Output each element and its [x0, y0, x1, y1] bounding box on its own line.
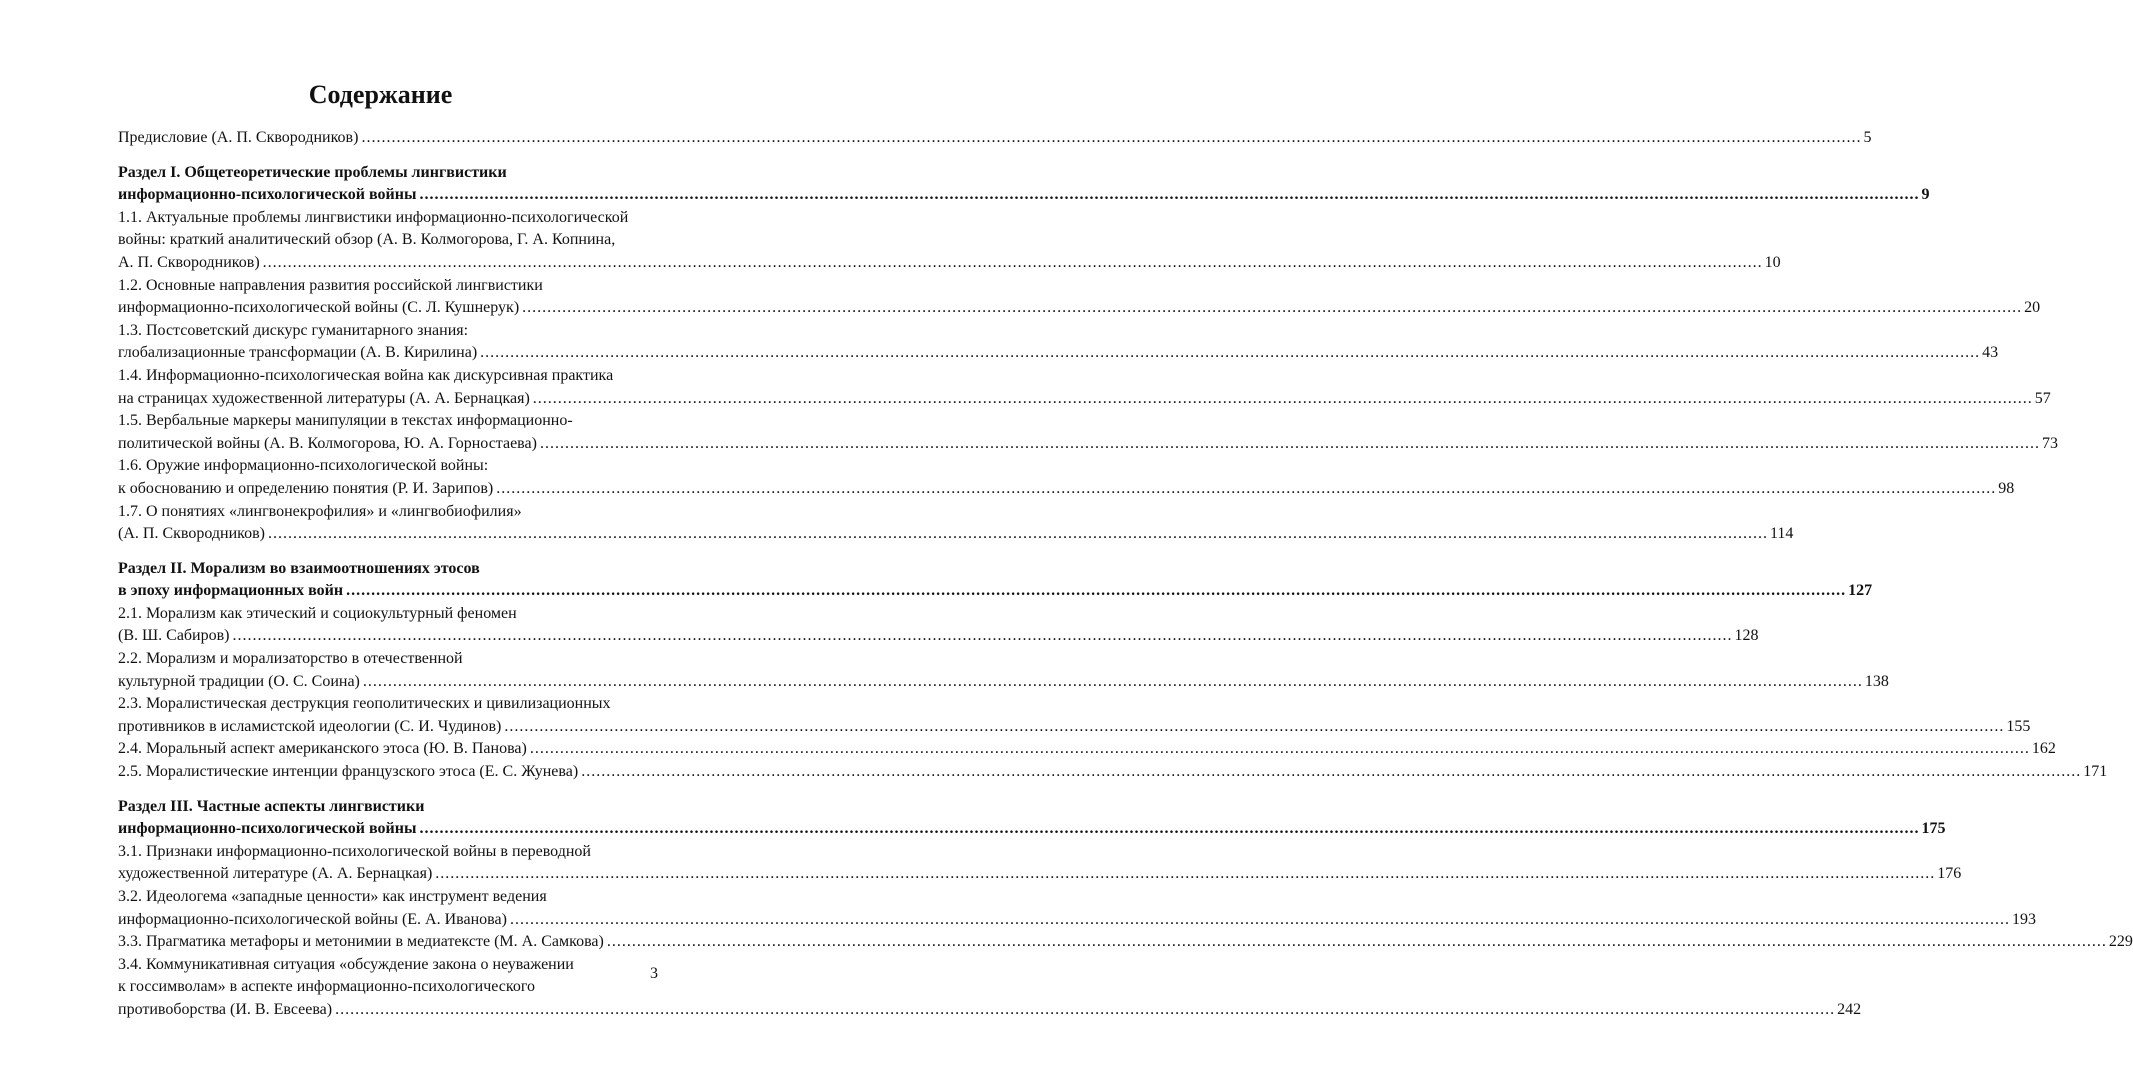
toc-entry-text: 2.2. Морализм и морализаторство в отечественной — [118, 650, 463, 668]
toc-entry-line — [118, 523, 1794, 546]
toc-section-entry[interactable] — [118, 162, 1930, 207]
toc-page-number: 114 — [1769, 525, 1794, 543]
toc-entry-line — [118, 625, 1759, 648]
dot-leader: ............................................................................................................................................................................................................................................................................................................ — [335, 1000, 1836, 1018]
toc-entry-line — [118, 796, 660, 819]
dot-leader: ............................................................................................................................................................................................................................................................................................................ — [267, 525, 1768, 543]
toc-entry-line — [118, 162, 660, 185]
toc-entry[interactable] — [118, 841, 1962, 886]
toc-entry-text: Раздел III. Частные аспекты лингвистики — [118, 797, 425, 815]
toc-page-number: 98 — [1998, 479, 2015, 497]
toc-page-number: 176 — [1937, 865, 1962, 883]
toc-entry-line — [118, 558, 660, 581]
toc-entry-text: информационно-психологической войны — [118, 820, 417, 838]
toc-page-number: 171 — [2083, 763, 2108, 781]
toc-page-number: 20 — [2024, 299, 2041, 317]
toc-entry-text: (А. П. Сквородников) — [118, 525, 265, 543]
toc-entry-line — [118, 410, 660, 433]
toc-entry-text: противоборства (И. В. Евсеева) — [118, 1000, 333, 1018]
toc-entry-text: 2.4. Моральный аспект американского этоса (Ю. В. Панова) — [118, 740, 527, 758]
toc-entry-line — [118, 909, 2036, 932]
toc-entry-text: художественной литературе (А. А. Бернацкая) — [118, 865, 433, 883]
dot-leader: ............................................................................................................................................................................................................................................................................................................ — [480, 344, 1981, 362]
toc-entry-text: 3.2. Идеологема «западные ценности» как инструмент ведения — [118, 888, 547, 905]
toc-entry-text: к обоснованию и определению понятия (Р. И. Зарипов) — [118, 479, 494, 497]
toc-entry-line — [118, 320, 660, 343]
toc-entry-line — [118, 275, 660, 298]
toc-entry-text: в эпоху информационных войн — [118, 582, 344, 600]
dot-leader: ............................................................................................................................................................................................................................................................................................................ — [361, 129, 1862, 146]
toc-entry[interactable] — [118, 275, 2041, 320]
toc-page-number: 229 — [2108, 933, 2133, 951]
toc-entry[interactable] — [118, 455, 2015, 500]
toc-page-number: 43 — [1982, 344, 1999, 362]
dot-leader: ............................................................................................................................................................................................................................................................................................................ — [496, 479, 1997, 497]
toc-entry-line — [118, 184, 1930, 207]
toc-entry-line — [118, 580, 1873, 603]
dot-leader: ............................................................................................................................................................................................................................................................................................................ — [581, 763, 2082, 781]
toc-section-entry[interactable] — [118, 558, 1873, 603]
toc-entry-line — [118, 841, 660, 864]
toc-entry-text: к госсимволам» в аспекте информационно-психологического — [118, 978, 535, 996]
dot-leader: ............................................................................................................................................................................................................................................................................................................ — [606, 933, 2107, 951]
toc-entry-text: 1.4. Информационно-психологическая война как дискурсивная практика — [118, 366, 614, 384]
toc-entry-line — [118, 478, 2015, 501]
toc-entry-text: (В. Ш. Сабиров) — [118, 627, 230, 645]
dot-leader: ............................................................................................................................................................................................................................................................................................................ — [529, 740, 2030, 758]
toc-entry[interactable] — [118, 886, 2036, 931]
toc-entry-text: на страницах художественной литературы (А. А. Бернацкая) — [118, 389, 530, 407]
toc-entry[interactable] — [118, 207, 1781, 275]
toc-page-number: 193 — [2011, 910, 2036, 928]
toc-entry-line — [118, 229, 660, 252]
toc-page-number: 138 — [1864, 672, 1889, 690]
toc-entry-text: информационно-психологической войны (Е. А. Иванова) — [118, 910, 507, 928]
toc-entry-line — [118, 886, 660, 909]
toc-entry-text: противников в исламистской идеологии (С. И. Чудинов) — [118, 717, 502, 735]
toc-entry-text: Раздел I. Общетеоретические проблемы лингвистики — [118, 163, 507, 181]
toc-entry-line — [118, 342, 1999, 365]
toc-entry[interactable] — [118, 603, 1759, 648]
toc-entry-line — [118, 365, 660, 388]
toc-entry-text: 1.7. О понятиях «лингвонекрофилия» и «лингвобиофилия» — [118, 502, 522, 520]
toc-entry-line — [118, 388, 2051, 411]
dot-leader: ............................................................................................................................................................................................................................................................................................................ — [509, 910, 2010, 928]
dot-leader: ............................................................................................................................................................................................................................................................................................................ — [346, 582, 1847, 600]
toc-entry-text: культурной традиции (О. С. Соина) — [118, 672, 360, 690]
dot-leader: ............................................................................................................................................................................................................................................................................................................ — [522, 299, 2023, 317]
toc-entry-text: глобализационные трансформации (А. В. Кирилина) — [118, 344, 478, 362]
toc-entry[interactable] — [118, 931, 2133, 954]
toc-entry-line — [118, 693, 660, 716]
toc-page-number: 175 — [1921, 820, 1946, 838]
page-title: Содержание — [308, 80, 453, 109]
toc-entry-line — [118, 603, 660, 626]
toc-entry[interactable] — [118, 738, 2056, 761]
toc-entry-line — [118, 761, 2108, 784]
toc-entry-line — [118, 648, 660, 671]
table-of-contents — [118, 127, 2133, 1022]
dot-leader: ............................................................................................................................................................................................................................................................................................................ — [539, 434, 2040, 452]
toc-entry-text: информационно-психологической войны — [118, 186, 417, 204]
toc-entry[interactable] — [118, 954, 1862, 1022]
toc-entry-line — [118, 501, 660, 524]
dot-leader: ............................................................................................................................................................................................................................................................................................................ — [532, 389, 2033, 407]
toc-entry-text: 3.3. Прагматика метафоры и метонимии в медиатексте (М. А. Самкова) — [118, 933, 604, 951]
toc-entry-text: 3.4. Коммуникативная ситуация «обсуждение закона о неуважении — [118, 955, 574, 973]
toc-entry[interactable] — [118, 501, 1794, 546]
toc-entry[interactable] — [118, 648, 1889, 693]
toc-page-number: 57 — [2034, 389, 2051, 407]
toc-page-number: 127 — [1848, 582, 1873, 600]
toc-entry-line — [118, 999, 1862, 1022]
toc-entry[interactable] — [118, 365, 2051, 410]
toc-entry-line — [118, 297, 2041, 320]
toc-page-number: 155 — [2006, 717, 2031, 735]
dot-leader: ............................................................................................................................................................................................................................................................................................................ — [419, 820, 1920, 838]
toc-page-number: 10 — [1764, 253, 1781, 271]
toc-entry-text: 3.1. Признаки информационно-психологической войны в переводной — [118, 842, 591, 860]
dot-leader: ............................................................................................................................................................................................................................................................................................................ — [419, 186, 1920, 204]
toc-entry-text: Раздел II. Морализм во взаимоотношениях этосов — [118, 559, 480, 577]
toc-entry-text: 2.3. Моралистическая деструкция геополитических и цивилизационных — [118, 695, 611, 713]
toc-page-number: 128 — [1734, 627, 1759, 645]
toc-entry-line — [118, 671, 1889, 694]
toc-entry-line — [118, 931, 2133, 954]
toc-entry[interactable] — [118, 410, 2058, 455]
toc-entry-line — [118, 433, 2058, 456]
toc-entry-line — [118, 738, 2056, 761]
toc-entry-line — [118, 127, 1872, 150]
toc-entry[interactable] — [118, 320, 1999, 365]
toc-entry-text: Предисловие (А. П. Сквородников) — [118, 129, 359, 146]
toc-entry-text: 2.1. Морализм как этический и социокультурный феномен — [118, 604, 517, 622]
toc-entry-text: политической войны (А. В. Колмогорова, Ю. А. Горностаева) — [118, 434, 537, 452]
toc-entry-text: 2.5. Моралистические интенции французского этоса (Е. С. Жунева) — [118, 763, 579, 781]
toc-entry[interactable] — [118, 127, 1872, 150]
toc-entry-line — [118, 455, 660, 478]
toc-entry[interactable] — [118, 761, 2108, 784]
dot-leader: ............................................................................................................................................................................................................................................................................................................ — [504, 717, 2005, 735]
toc-page-number: 9 — [1921, 186, 1930, 204]
toc-entry-text: 1.1. Актуальные проблемы лингвистики информационно-психологической — [118, 208, 629, 226]
toc-page-number: 73 — [2041, 434, 2058, 452]
dot-leader: ............................................................................................................................................................................................................................................................................................................ — [435, 865, 1936, 883]
toc-entry-text: войны: краткий аналитический обзор (А. В. Колмогорова, Г. А. Копнина, — [118, 231, 616, 249]
dot-leader: ............................................................................................................................................................................................................................................................................................................ — [262, 253, 1763, 271]
toc-entry-text: информационно-психологической войны (С. Л. Кушнерук) — [118, 299, 520, 317]
toc-entry-line — [118, 207, 660, 230]
toc-entry-line — [118, 863, 1962, 886]
toc-entry[interactable] — [118, 693, 2031, 738]
toc-entry-text: 1.6. Оружие информационно-психологической войны: — [118, 457, 489, 475]
toc-page-number: 242 — [1837, 1000, 1862, 1018]
toc-section-entry[interactable] — [118, 796, 1946, 841]
toc-page-number: 162 — [2031, 740, 2056, 758]
toc-entry-text: А. П. Сквородников) — [118, 253, 260, 271]
toc-entry-line — [118, 716, 2031, 739]
toc-entry-text: 1.2. Основные направления развития российской лингвистики — [118, 276, 543, 294]
dot-leader: ............................................................................................................................................................................................................................................................................................................ — [232, 627, 1733, 645]
dot-leader: ............................................................................................................................................................................................................................................................................................................ — [362, 672, 1863, 690]
toc-entry-text: 1.5. Вербальные маркеры манипуляции в текстах информационно- — [118, 412, 573, 430]
toc-entry-line — [118, 818, 1946, 841]
page-number: 3 — [650, 965, 658, 982]
toc-entry-text: 1.3. Постсоветский дискурс гуманитарного знания: — [118, 321, 469, 339]
toc-page-number: 5 — [1863, 129, 1872, 146]
toc-entry-line — [118, 252, 1781, 275]
